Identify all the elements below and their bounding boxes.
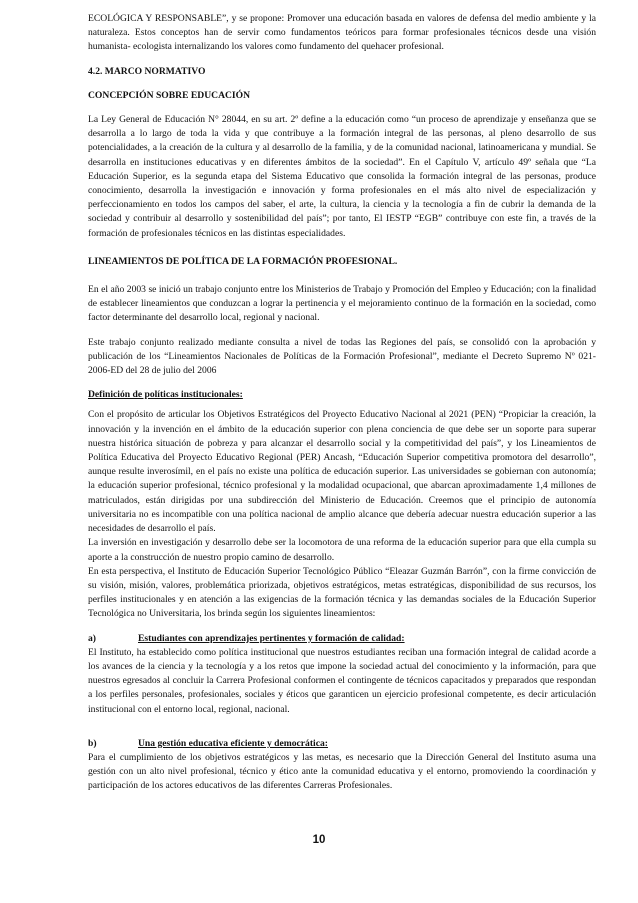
policy-heading: LINEAMIENTOS DE POLÍTICA DE LA FORMACIÓN PROFESIONAL.: [88, 255, 398, 267]
item-b-heading: [88, 737, 596, 751]
item-a-paragraph: El Instituto, ha establecido como política institucional que nuestros estudiantes reciban una formación integral de calidad acorde a los avances de la ciencia y la tecnología y a los retos que impone la sociedad actual del conocimiento y la información, para que nuestros egresados al concluir la Carrera Profesional conformen el contingente de técnicos capacitados y preparados que respondan a los perfiles personales, profesionales, sociales y éticos que garanticen un ejercicio profesional competente, es decir articulación institucional con el entorno local, regional, nacional.: [88, 646, 596, 715]
policy-paragraph-2: Este trabajo conjunto realizado mediante consulta a nivel de todas las Regiones del país, se consolidó con la aprobación y publicación de los “Lineamientos Nacionales de Políticas de la Formación Profesional”, mediante el Decreto Supremo Nº 021-2006-ED del 28 de julio del 2006: [88, 336, 596, 377]
policy-paragraph-1: En el año 2003 se inició un trabajo conjunto entre los Ministerios de Trabajo y Promoción del Empleo y Educación; con la finalidad de establecer lineamientos que conduzcan a lograr la pertinencia y el mejoramiento continuo de la formación en la sociedad, como factor determinante del desarrollo local, regional y nacional.: [88, 284, 596, 324]
item-b-letter: b): [88, 737, 97, 749]
definition-heading: Definición de políticas institucionales:: [88, 389, 243, 401]
item-a-title: Estudiantes con aprendizajes pertinentes y formación de calidad:: [138, 632, 405, 644]
item-a-letter: a): [88, 632, 96, 644]
concept-paragraph: La Ley General de Educación N° 28044, en su art. 2º define a la educación como “un proceso de aprendizaje y enseñanza que se desarrolla a lo largo de toda la vida y que contribuye a la formación integral de las personas, al pleno desarrollo de sus potencialidades, a la creación de la cultura y al desarrollo de la familia, y de la comunidad nacional, latinoamericana y mundial. Se desarrolla en instituciones educativas y en diferentes ámbitos de la sociedad”. En el Capítulo V, artículo 49º señala que “La Educación Superior, es la segunda etapa del Sistema Educativo que consolida la formación integral de las personas, produce conocimiento, desarrolla la investigación e innovación y forma profesionales en el más alto nivel de especialización y perfeccionamiento en todos los campos del saber, el arte, la cultura, la ciencia y la tecnología a fin de cubrir la demanda de la sociedad y contribuir al desarrollo y sostenibilidad del país”; por tanto, El IESTP “EGB” contribuye con este fin, a través de la formación de profesionales técnicos en las distintas especialidades.: [88, 114, 596, 239]
page-content: [88, 12, 596, 794]
definition-paragraph-1: Con el propósito de articular los Objetivos Estratégicos del Proyecto Educativo Nacional al 2021 (PEN) “Propiciar la creación, la innovación y la invención en el ámbito de la educación superior con plena conciencia de que debe ser un soporte para superar nuestra histórica situación de pobreza y para alcanzar el desarrollo social y la competitividad del país”, y los Lineamientos de Política Educativa del Proyecto Educativo Regional (PER) Ancash, “Educación Superior competitiva promotora del desarrollo”, aunque resulte inverosímil, en el país no existe una política de educación superior. Las universidades se gobiernan con autonomía; la educación superior profesional, técnico profesional y la modalidad ocupacional, que abarcan aproximadamente 1,4 millones de matriculados, están dirigidas por una subdirección del Ministerio de Educación. Creemos que el principio de autonomía universitaria no es incompatible con una política nacional de amplio alcance que debería adecuar nuestra educación superior a las necesidades de desarrollo el país.: [88, 409, 596, 535]
definition-paragraph-2: La inversión en investigación y desarrollo debe ser la locomotora de una reforma de la educación superior para que ella cumpla su aporte a la construcción de nuestro propio camino de desarrollo.: [88, 537, 596, 563]
item-a-heading: [88, 632, 596, 646]
definition-paragraph-3: En esta perspectiva, el Instituto de Educación Superior Tecnológico Público “Eleazar Guzmán Barrón”, con la firme convicción de su visión, misión, valores, problemática priorizada, objetivos estratégicos, metas estratégicas, disponibilidad de sus recursos, los perfiles institucionales y en atención a las exigencias de la formación técnica y las demandas sociales de la Educación Superior Tecnológica no Universitaria, los brinda según los siguientes lineamientos:: [88, 565, 596, 620]
page-number: 10: [312, 834, 326, 846]
item-b-paragraph: Para el cumplimiento de los objetivos estratégicos y las metas, es necesario que la Dirección General del Instituto asuma una gestión con un alto nivel profesional, técnico y ético ante la comunidad educativa y el entorno, promoviendo la coordinación y participación de los actores educativos de las diferentes Carreras Profesionales.: [88, 751, 596, 792]
item-b-title: Una gestión educativa eficiente y democrática:: [138, 737, 328, 749]
concept-heading: CONCEPCIÓN SOBRE EDUCACIÓN: [88, 89, 251, 101]
section-heading: 4.2. MARCO NORMATIVO: [88, 65, 206, 77]
intro-paragraph: ECOLÓGICA Y RESPONSABLE”, y se propone: Promover una educación basada en valores de defensa del medio ambiente y la naturaleza. Estos conceptos han de servir como fundamentos teóricos para formar profesionales técnicos desde una visión humanista- ecologista internalizando los valores como fundamento del quehacer profesional.: [88, 13, 596, 53]
